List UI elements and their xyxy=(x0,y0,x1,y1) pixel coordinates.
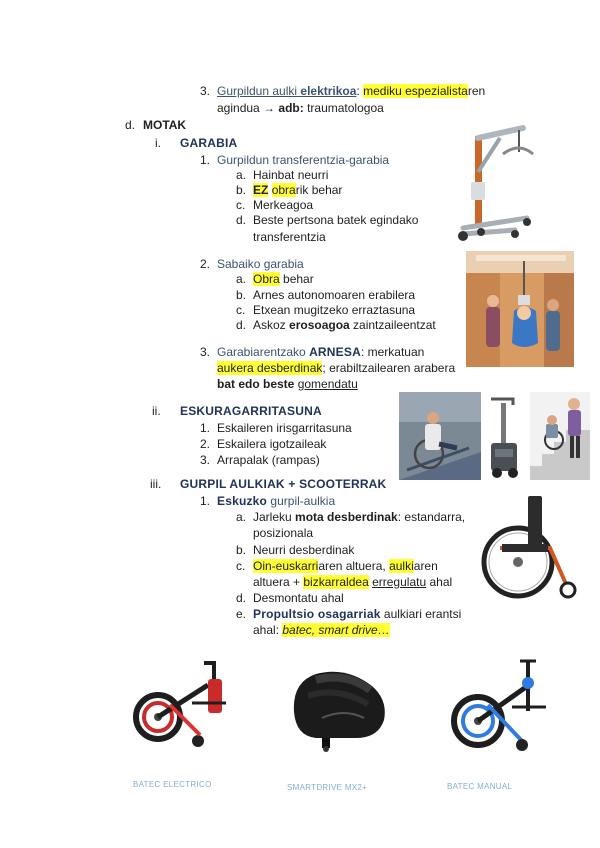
list-item-continuation: aukera desberdinak; erabiltzailearen arabera xyxy=(217,361,456,375)
list-roman: i. xyxy=(155,136,161,150)
list-item: Arrapalak (rampas) xyxy=(217,453,320,467)
list-item-continuation: agindua → adb: traumatologoa xyxy=(217,101,384,115)
list-item: EZ obrarik behar xyxy=(253,183,343,197)
list-item: Eskaileren irisgarritasuna xyxy=(217,421,352,435)
list-item-electric-wheelchair: Gurpildun aulki elektrikoa: mediku espezialistaren xyxy=(217,84,486,98)
list-letter: b. xyxy=(236,183,247,197)
list-item: Hainbat neurri xyxy=(253,168,329,182)
list-item: Propultsio osagarriak aulkiari erantsi xyxy=(253,607,462,621)
caption-smartdrive: SMARTDRIVE MX2+ xyxy=(287,783,368,792)
list-number: 3. xyxy=(200,84,211,98)
section-title-accessibility: ESKURAGARRITASUNA xyxy=(180,404,322,418)
subsection-transfer-crane: Gurpildun transferentzia-garabia xyxy=(217,153,390,167)
list-number: 1. xyxy=(200,494,211,508)
list-item: Obra behar xyxy=(253,272,314,286)
list-letter: d. xyxy=(236,213,247,227)
list-item-continuation: ahal: batec, smart drive… xyxy=(253,623,390,637)
list-item-continuation: posizionala xyxy=(253,526,314,540)
ceiling-hoist-image xyxy=(466,251,574,367)
manual-wheelchair-image xyxy=(478,490,582,606)
list-letter: d. xyxy=(236,591,247,605)
list-item-continuation: transferentzia xyxy=(253,230,326,244)
list-item-continuation: bat edo beste gomendatu xyxy=(217,377,358,391)
subsection-harness: Garabiarentzako ARNESA: merkatuan xyxy=(217,345,425,359)
list-item: Jarleku mota desberdinak: estandarra, xyxy=(253,510,466,524)
list-item: Oin-euskarriaren altuera, aulkiaren xyxy=(253,559,438,573)
patient-lift-image xyxy=(445,112,535,244)
list-number: 3. xyxy=(200,345,211,359)
list-item: Arnes autonomoaren erabilera xyxy=(253,288,416,302)
list-item: Beste pertsona batek egindako xyxy=(253,213,419,227)
section-title-motak: MOTAK xyxy=(143,118,187,132)
list-item: Desmontatu ahal xyxy=(253,591,344,605)
smartdrive-image xyxy=(286,660,394,752)
caption-batec-manual: BATEC MANUAL xyxy=(447,782,513,791)
list-item: Etxean mugitzeko erraztasuna xyxy=(253,303,416,317)
list-letter: c. xyxy=(236,303,246,317)
list-letter: c. xyxy=(236,559,246,573)
list-number: 3. xyxy=(200,453,211,467)
list-letter: d. xyxy=(236,318,247,332)
list-letter: a. xyxy=(236,510,247,524)
list-item: Neurri desberdinak xyxy=(253,543,355,557)
list-number: 2. xyxy=(200,437,211,451)
stair-climber-image xyxy=(483,393,525,479)
stair-lift-image xyxy=(530,392,590,480)
list-roman: iii. xyxy=(150,477,162,491)
list-letter: d. xyxy=(125,118,136,132)
list-letter: e. xyxy=(236,607,247,621)
batec-manual-image xyxy=(448,655,560,759)
list-number: 1. xyxy=(200,421,211,435)
list-letter: c. xyxy=(236,198,246,212)
list-roman: ii. xyxy=(152,404,161,418)
subsection-ceiling-crane: Sabaiko garabia xyxy=(217,257,304,271)
list-item: Eskailera igotzaileak xyxy=(217,437,327,451)
list-item: Merkeagoa xyxy=(253,198,314,212)
list-item: Askoz erosoagoa zaintzaileentzat xyxy=(253,318,436,332)
list-item-continuation: altuera + bizkarraldea erregulatu ahal xyxy=(253,575,453,589)
section-title-wheelchairs: GURPIL AULKIAK + SCOOTERRAK xyxy=(180,477,387,491)
section-title-garabia: GARABIA xyxy=(180,136,238,150)
list-letter: b. xyxy=(236,543,247,557)
list-letter: a. xyxy=(236,272,247,286)
stair-ramp-image xyxy=(399,392,481,480)
subsection-manual-wheelchair: Eskuzko gurpil-aulkia xyxy=(217,494,336,508)
list-letter: b. xyxy=(236,288,247,302)
list-letter: a. xyxy=(236,168,247,182)
list-number: 1. xyxy=(200,153,211,167)
list-number: 2. xyxy=(200,257,211,271)
caption-batec-electrico: BATEC ELECTRICO xyxy=(133,780,212,789)
batec-electric-image xyxy=(130,655,242,755)
